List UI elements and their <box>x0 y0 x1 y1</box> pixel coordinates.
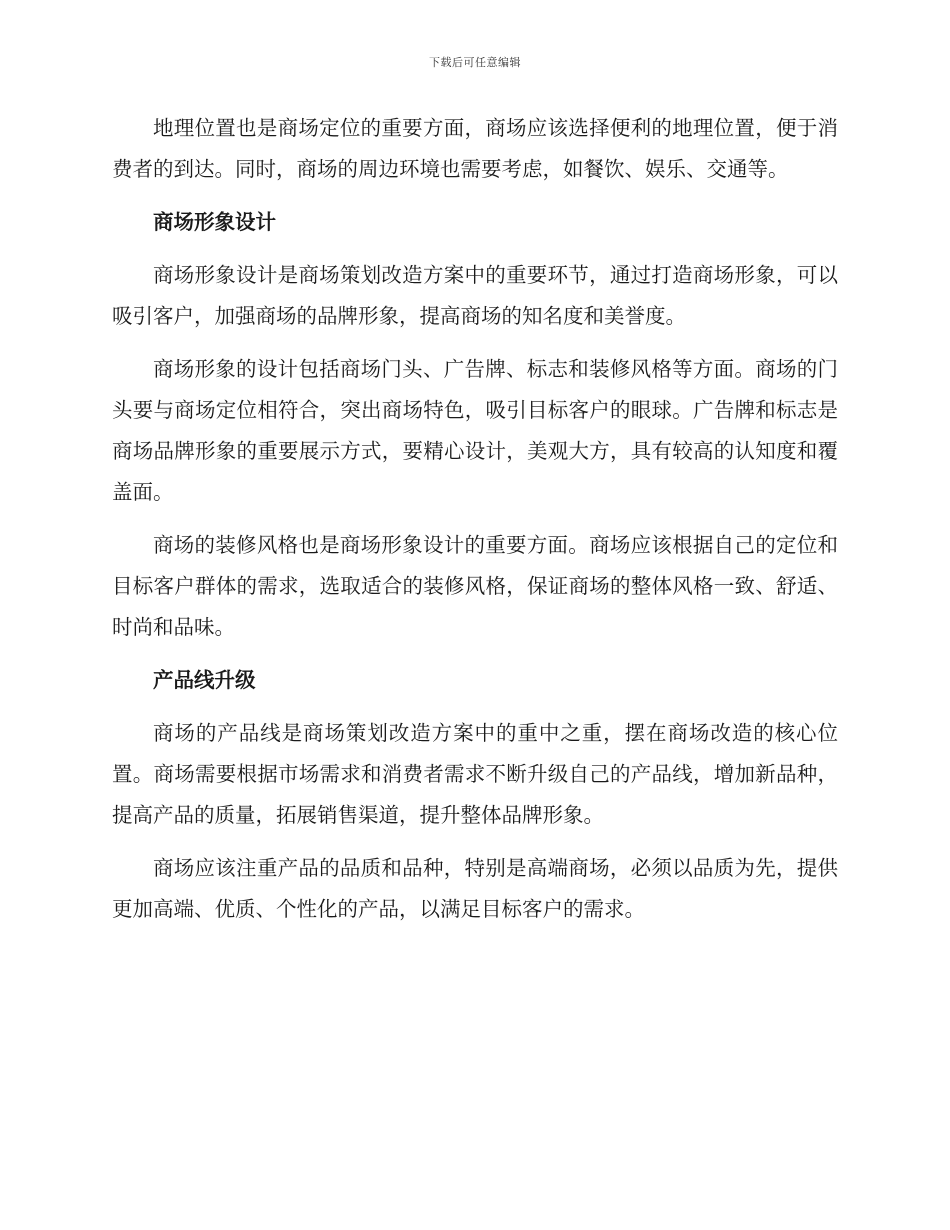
paragraph-image-design-2: 商场形象的设计包括商场门头、广告牌、标志和装修风格等方面。商场的门头要与商场定位相符合，突出商场特色，吸引目标客户的眼球。广告牌和标志是商场品牌形象的重要展示方式，要精心设计，美观大方，具有较高的认知度和覆盖面。 <box>112 357 838 504</box>
header-note: 下载后可任意编辑 <box>429 56 521 69</box>
paragraph-product-line-1: 商场的产品线是商场策划改造方案中的重中之重，摆在商场改造的核心位置。商场需要根据市场需求和消费者需求不断升级自己的产品线，增加新品种，提高产品的质量，拓展销售渠道，提升整体品牌形象。 <box>112 721 838 827</box>
paragraph-image-design-1: 商场形象设计是商场策划改造方案中的重要环节，通过打造商场形象，可以吸引客户，加强商场的品牌形象，提高商场的知名度和美誉度。 <box>112 263 838 328</box>
paragraph-image-design-3: 商场的装修风格也是商场形象设计的重要方面。商场应该根据自己的定位和目标客户群体的需求，选取适合的装修风格，保证商场的整体风格一致、舒适、时尚和品味。 <box>112 533 838 639</box>
paragraph-location: 地理位置也是商场定位的重要方面，商场应该选择便利的地理位置，便于消费者的到达。同时，商场的周边环境也需要考虑，如餐饮、娱乐、交通等。 <box>112 116 838 181</box>
paragraph-product-line-2: 商场应该注重产品的品质和品种，特别是高端商场，必须以品质为先，提供更加高端、优质、个性化的产品，以满足目标客户的需求。 <box>112 856 838 921</box>
heading-mall-image-design: 商场形象设计 <box>153 210 276 234</box>
document-body <box>112 108 838 930</box>
heading-product-line-upgrade: 产品线升级 <box>153 668 256 692</box>
